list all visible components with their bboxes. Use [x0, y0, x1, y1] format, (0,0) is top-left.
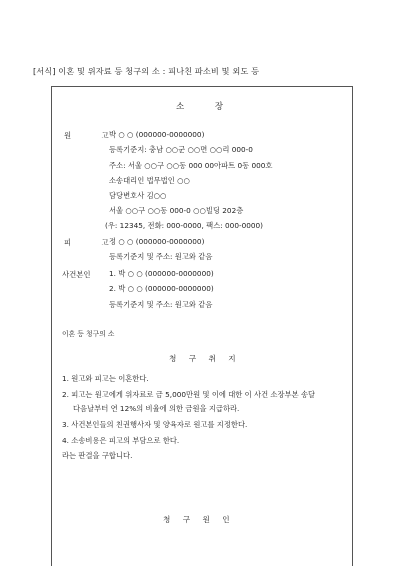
- document-frame: [51, 86, 353, 566]
- plaintiff-attorney: 담당변호사 김○○: [109, 191, 167, 200]
- claim-heading: 청 구 취 지: [169, 354, 241, 363]
- principals-label: 사건본인: [62, 270, 91, 279]
- form-caption: [서식] 이혼 및 위자료 등 청구의 소 : 피나친 파소비 및 외도 등: [33, 66, 260, 76]
- defendant-name: 정 ○ ○ (000000-0000000): [109, 237, 205, 246]
- claim-item-3: 3. 사건본인들의 친권행사자 및 양육자로 원고를 지정한다.: [62, 420, 248, 429]
- principals-address: 등록기준지 및 주소: 원고와 같음: [109, 300, 213, 309]
- case-name: 이혼 등 청구의 소: [62, 330, 115, 338]
- plaintiff-name: 박 ○ ○ (000000-0000000): [109, 130, 205, 139]
- reason-heading: 청 구 원 인: [163, 515, 235, 524]
- defendant-label: 피 고: [64, 238, 123, 247]
- claim-item-2-continued: 다음날부터 연 12%의 비율에 의한 금원을 지급하라.: [73, 404, 240, 413]
- plaintiff-attorney-address: 서울 ○○구 ○○동 000-0 ○○빌딩 202층: [109, 206, 244, 215]
- plaintiff-attorney-contact: (우: 12345, 전화: 000-0000, 팩스: 000-0000): [105, 221, 264, 230]
- plaintiff-attorney-firm: 소송대리인 법무법인 ○○: [109, 176, 190, 185]
- document-title: 소 장: [176, 102, 238, 112]
- plaintiff-address: 주소: 서울 ○○구 ○○동 000 00아파트 0동 000호: [109, 161, 273, 170]
- claim-item-1: 1. 원고와 피고는 이혼한다.: [62, 374, 149, 383]
- plaintiff-label: 원 고: [64, 131, 123, 140]
- principal-1: 1. 박 ○ ○ (000000-0000000): [109, 269, 214, 278]
- claim-item-2: 2. 피고는 원고에게 위자료로 금 5,000만원 및 이에 대한 이 사건 소장부본 송달: [62, 390, 316, 399]
- defendant-address: 등록기준지 및 주소: 원고와 같음: [109, 252, 213, 261]
- principal-2: 2. 박 ○ ○ (000000-0000000): [109, 284, 214, 293]
- plaintiff-registry: 등록기준지: 충남 ○○군 ○○면 ○○리 000-0: [109, 145, 253, 154]
- claim-item-4: 4. 소송비용은 피고의 부담으로 한다.: [62, 436, 180, 445]
- judgment-request: 라는 판결을 구합니다.: [62, 451, 133, 460]
